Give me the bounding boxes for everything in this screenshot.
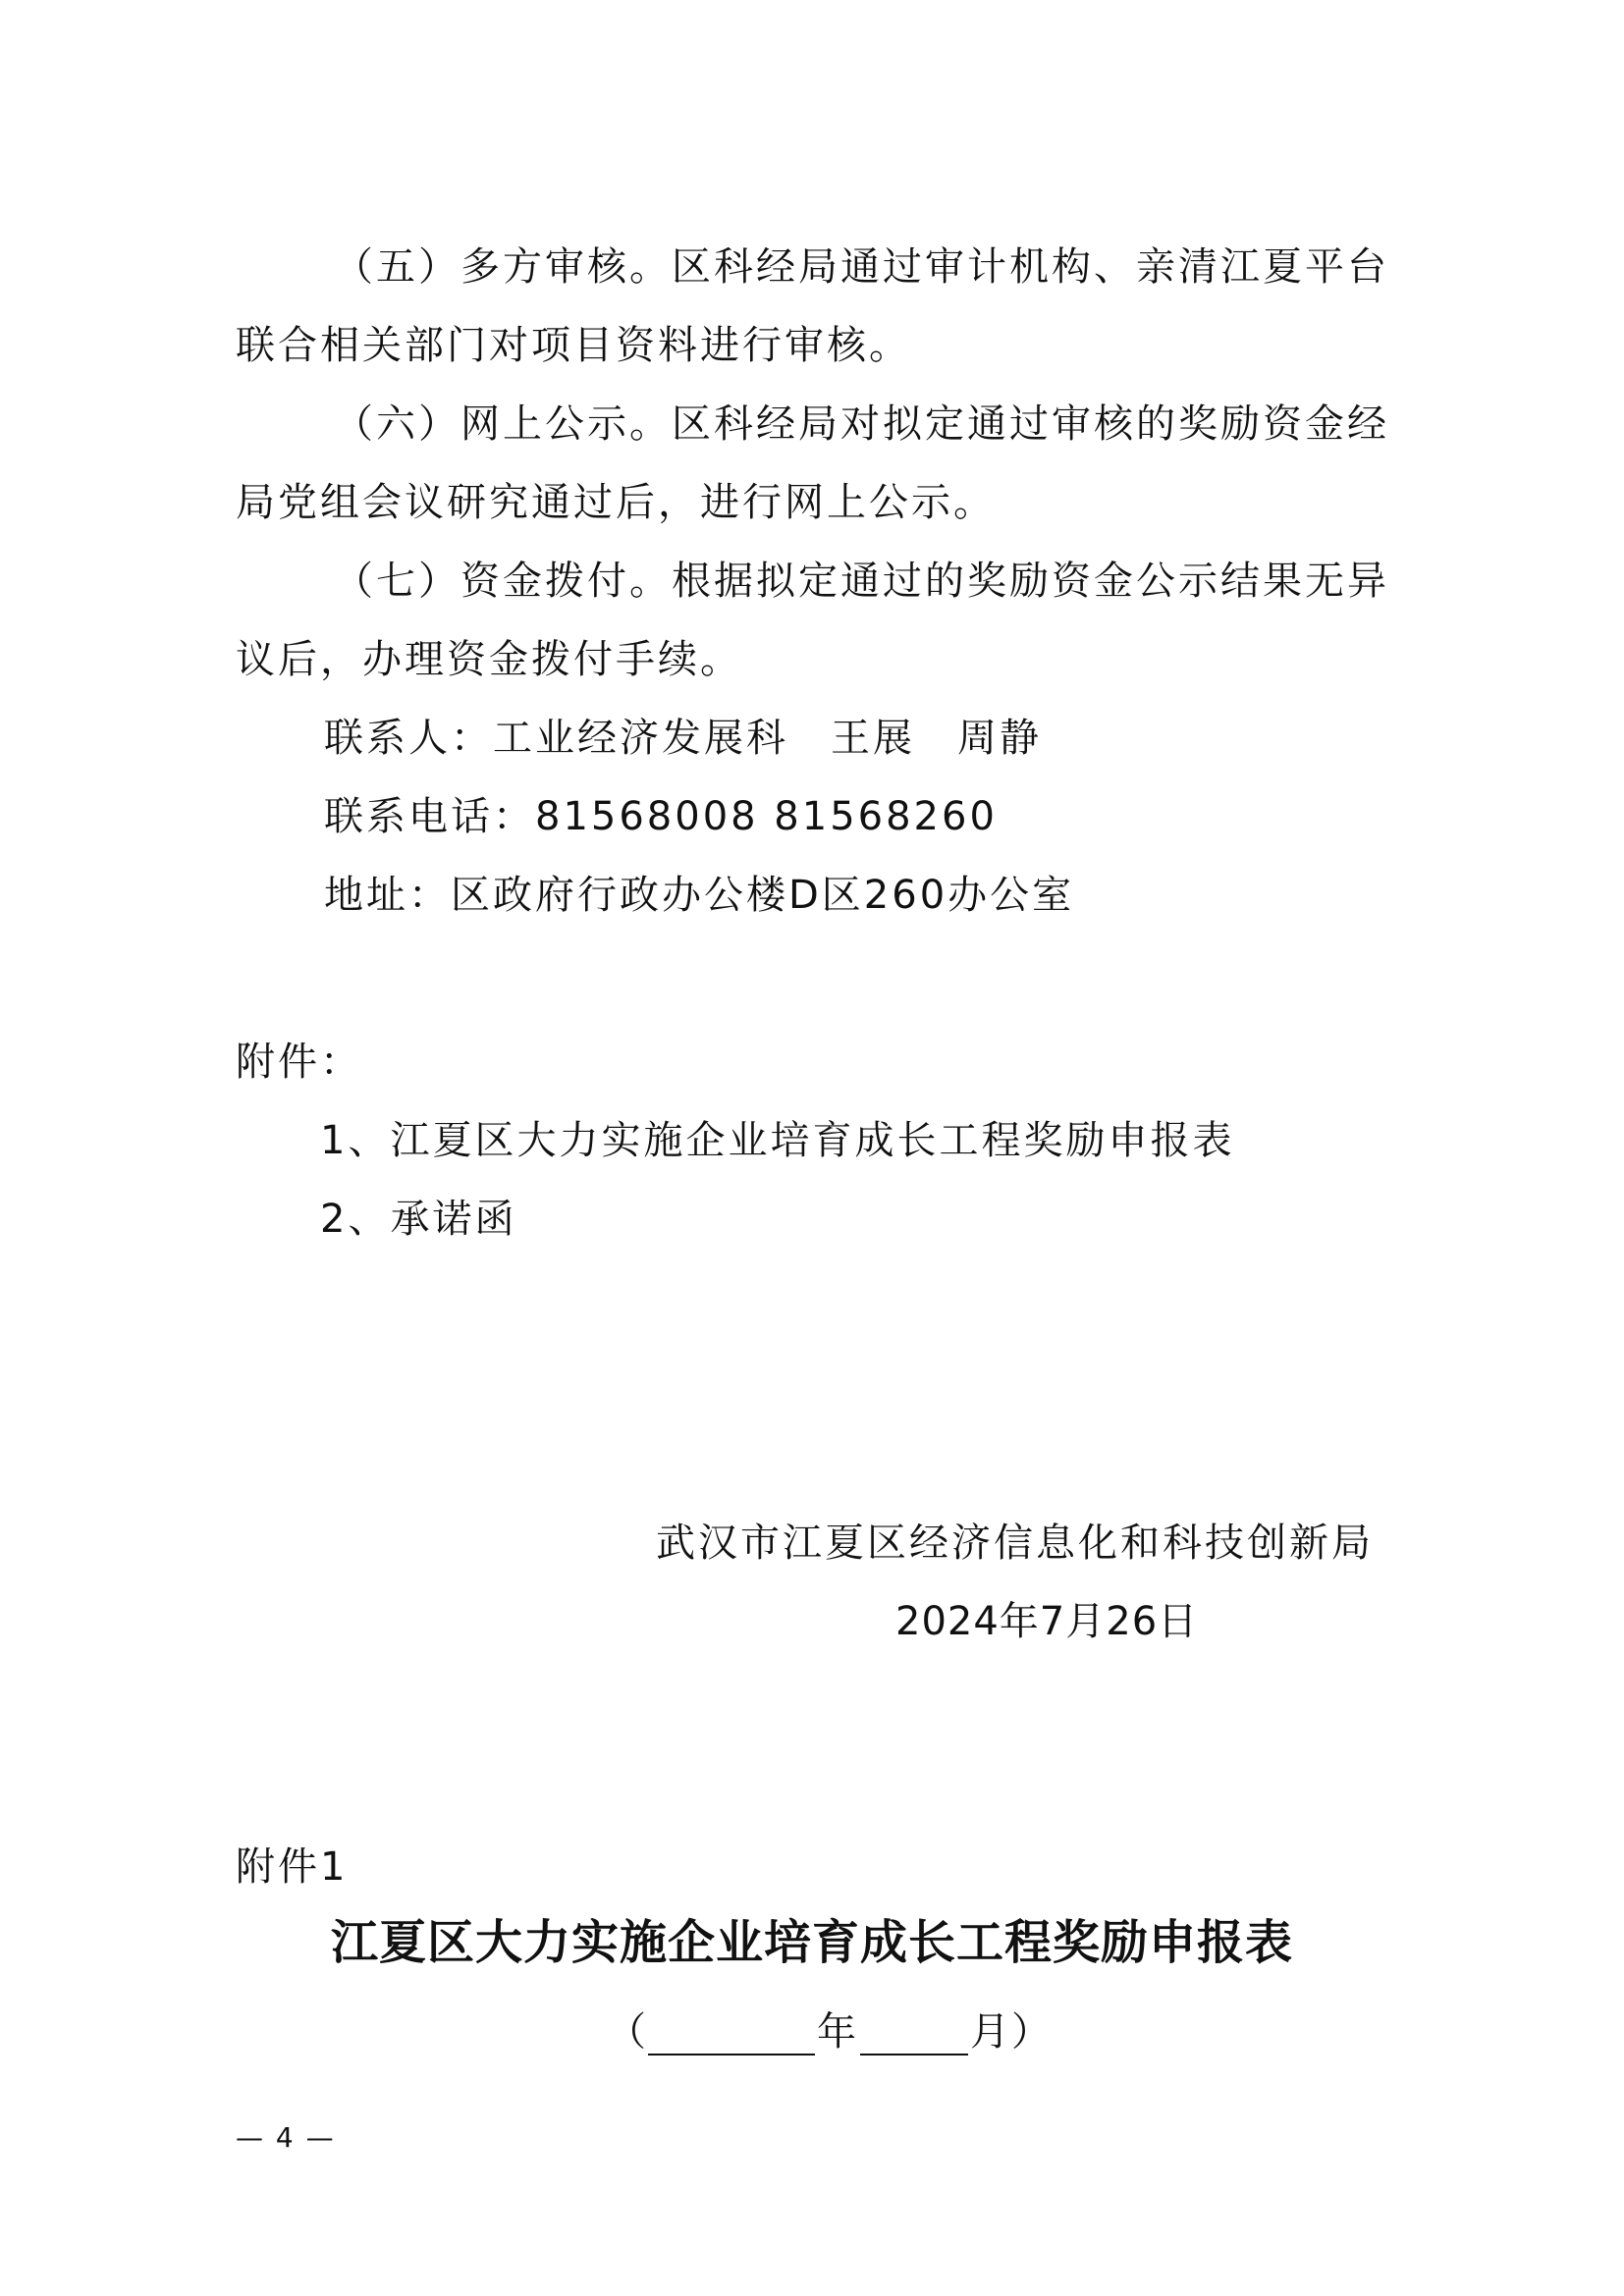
paragraph-7-line-1: （七）资金拨付。根据拟定通过的奖励资金公示结果无异 — [334, 559, 1389, 604]
signature-date: 2024年7月26日 — [895, 1599, 1199, 1644]
paragraph-7-line-2: 议后，办理资金拨付手续。 — [236, 637, 742, 682]
paragraph-6-line-2: 局党组会议研究通过后，进行网上公示。 — [236, 480, 996, 525]
contact-address: 地址：区政府行政办公楼D区260办公室 — [324, 873, 1075, 918]
open-paren: （ — [607, 2009, 646, 2055]
page-number: — 4 — — [236, 2121, 336, 2154]
attachment-item-2: 2、承诺函 — [320, 1197, 517, 1242]
attachment-item-1: 1、江夏区大力实施企业培育成长工程奖励申报表 — [320, 1118, 1235, 1163]
contact-phone: 联系电话：81568008 81568260 — [324, 794, 998, 839]
month-blank — [860, 2054, 968, 2056]
close-paren: ） — [1011, 2009, 1051, 2055]
form-date-fill-line — [607, 2002, 1051, 2061]
paragraph-6-line-1: （六）网上公示。区科经局对拟定通过审核的奖励资金经 — [334, 401, 1389, 447]
signature-org: 武汉市江夏区经济信息化和科技创新局 — [656, 1521, 1374, 1566]
year-label: 年 — [817, 2009, 856, 2055]
year-blank — [648, 2054, 815, 2056]
paragraph-5-line-2: 联合相关部门对项目资料进行审核。 — [236, 323, 911, 368]
contact-person: 联系人：工业经济发展科 王展 周静 — [324, 716, 1042, 761]
month-label: 月 — [970, 2009, 1009, 2055]
paragraph-5-line-1: （五）多方审核。区科经局通过审计机构、亲清江夏平台 — [334, 244, 1389, 290]
form-title: 江夏区大力实施企业培育成长工程奖励申报表 — [330, 1915, 1293, 1970]
attachments-heading: 附件： — [236, 1040, 362, 1085]
appendix-label: 附件1 — [236, 1844, 349, 1890]
